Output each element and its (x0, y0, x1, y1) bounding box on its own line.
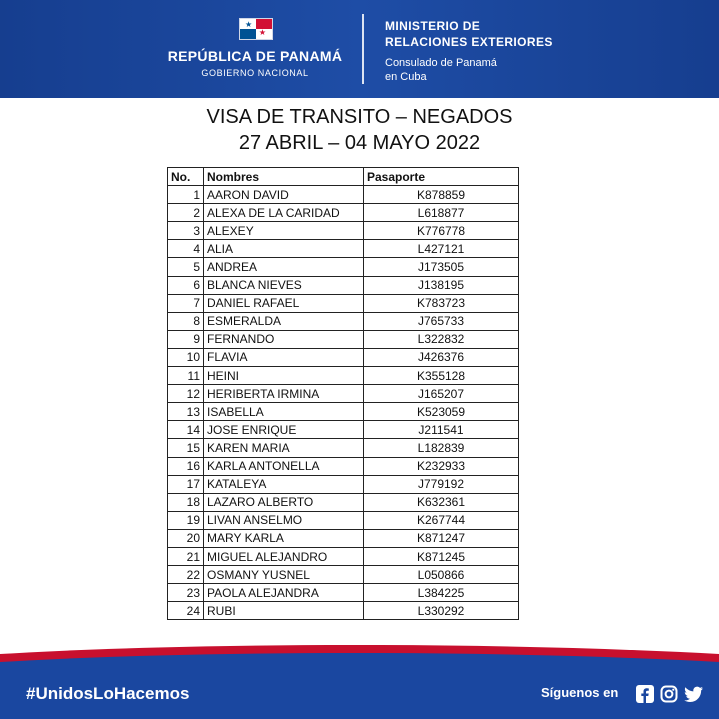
row-number: 15 (168, 439, 204, 457)
row-name: LAZARO ALBERTO (204, 493, 364, 511)
row-name: ALEXEY (204, 222, 364, 240)
row-number: 14 (168, 421, 204, 439)
row-name: ALEXA DE LA CARIDAD (204, 204, 364, 222)
row-name: HEINI (204, 367, 364, 385)
table-row (168, 403, 519, 421)
row-passport: L322832 (364, 330, 519, 348)
row-number: 17 (168, 475, 204, 493)
row-name: KARLA ANTONELLA (204, 457, 364, 475)
table-row (168, 348, 519, 366)
row-passport: K776778 (364, 222, 519, 240)
row-passport: K355128 (364, 367, 519, 385)
table-row (168, 186, 519, 204)
row-number: 22 (168, 566, 204, 584)
header-no: No. (168, 168, 204, 186)
row-name: ANDREA (204, 258, 364, 276)
table-row (168, 240, 519, 258)
table-header-row (168, 168, 519, 186)
header-passport: Pasaporte (364, 168, 519, 186)
table-row (168, 547, 519, 565)
row-name: BLANCA NIEVES (204, 276, 364, 294)
table-row (168, 294, 519, 312)
row-passport: J779192 (364, 475, 519, 493)
row-number: 13 (168, 403, 204, 421)
row-name: RUBI (204, 602, 364, 620)
row-number: 18 (168, 493, 204, 511)
row-passport: J173505 (364, 258, 519, 276)
row-number: 5 (168, 258, 204, 276)
row-number: 8 (168, 312, 204, 330)
row-passport: J765733 (364, 312, 519, 330)
row-passport: K267744 (364, 511, 519, 529)
row-name: LIVAN ANSELMO (204, 511, 364, 529)
row-number: 20 (168, 529, 204, 547)
row-passport: J165207 (364, 385, 519, 403)
header-divider (362, 14, 364, 84)
row-passport: K523059 (364, 403, 519, 421)
table-row (168, 276, 519, 294)
row-passport: K783723 (364, 294, 519, 312)
row-name: KATALEYA (204, 475, 364, 493)
instagram-icon[interactable] (660, 685, 678, 703)
row-name: HERIBERTA IRMINA (204, 385, 364, 403)
row-name: ISABELLA (204, 403, 364, 421)
facebook-icon[interactable] (636, 685, 654, 703)
row-name: FLAVIA (204, 348, 364, 366)
row-passport: L427121 (364, 240, 519, 258)
panama-flag-icon: ★ ★ (239, 18, 273, 40)
table-row (168, 457, 519, 475)
row-number: 10 (168, 348, 204, 366)
table-row (168, 312, 519, 330)
row-passport: K232933 (364, 457, 519, 475)
table-row (168, 529, 519, 547)
row-number: 11 (168, 367, 204, 385)
republic-title: REPÚBLICA DE PANAMÁ (167, 48, 343, 64)
row-name: PAOLA ALEJANDRA (204, 584, 364, 602)
row-number: 16 (168, 457, 204, 475)
row-passport: L050866 (364, 566, 519, 584)
row-number: 1 (168, 186, 204, 204)
row-name: FERNANDO (204, 330, 364, 348)
ministry-line-2: RELACIONES EXTERIORES (385, 35, 553, 49)
row-passport: K632361 (364, 493, 519, 511)
table-row (168, 330, 519, 348)
row-name: MARY KARLA (204, 529, 364, 547)
twitter-icon[interactable] (684, 685, 704, 703)
row-name: DANIEL RAFAEL (204, 294, 364, 312)
row-number: 4 (168, 240, 204, 258)
row-passport: K871245 (364, 547, 519, 565)
table-row (168, 584, 519, 602)
hashtag-text: #UnidosLoHacemos (26, 684, 190, 703)
table-row (168, 367, 519, 385)
row-passport: K878859 (364, 186, 519, 204)
document-date-range: 27 ABRIL – 04 MAYO 2022 (238, 132, 481, 154)
row-passport: J211541 (364, 421, 519, 439)
row-name: ALIA (204, 240, 364, 258)
table-row (168, 385, 519, 403)
table-row (168, 566, 519, 584)
row-passport: L618877 (364, 204, 519, 222)
government-subtitle: GOBIERNO NACIONAL (201, 68, 309, 78)
row-name: OSMANY YUSNEL (204, 566, 364, 584)
header-banner (0, 0, 719, 98)
row-name: AARON DAVID (204, 186, 364, 204)
table-row (168, 511, 519, 529)
row-number: 23 (168, 584, 204, 602)
row-name: MIGUEL ALEJANDRO (204, 547, 364, 565)
document-title: VISA DE TRANSITO – NEGADOS (206, 106, 513, 128)
row-number: 6 (168, 276, 204, 294)
ministry-line-1: MINISTERIO DE (385, 19, 481, 33)
row-number: 3 (168, 222, 204, 240)
row-passport: J138195 (364, 276, 519, 294)
denied-visa-table (167, 167, 519, 620)
row-name: JOSE ENRIQUE (204, 421, 364, 439)
row-passport: K871247 (364, 529, 519, 547)
table-row (168, 204, 519, 222)
row-passport: J426376 (364, 348, 519, 366)
consulate-line-2: en Cuba (385, 71, 427, 83)
row-passport: L384225 (364, 584, 519, 602)
row-passport: L182839 (364, 439, 519, 457)
table-row (168, 222, 519, 240)
row-number: 12 (168, 385, 204, 403)
table-row (168, 602, 519, 620)
table-row (168, 493, 519, 511)
row-number: 24 (168, 602, 204, 620)
consulate-line-1: Consulado de Panamá (385, 57, 497, 69)
table-row (168, 475, 519, 493)
header-names: Nombres (204, 168, 364, 186)
row-number: 19 (168, 511, 204, 529)
row-number: 9 (168, 330, 204, 348)
row-name: ESMERALDA (204, 312, 364, 330)
table-row (168, 439, 519, 457)
follow-us-text: Síguenos en (541, 685, 619, 700)
row-number: 21 (168, 547, 204, 565)
table-row (168, 421, 519, 439)
table-row (168, 258, 519, 276)
row-name: KAREN MARIA (204, 439, 364, 457)
row-number: 7 (168, 294, 204, 312)
row-number: 2 (168, 204, 204, 222)
row-passport: L330292 (364, 602, 519, 620)
footer-swoosh (0, 640, 719, 719)
